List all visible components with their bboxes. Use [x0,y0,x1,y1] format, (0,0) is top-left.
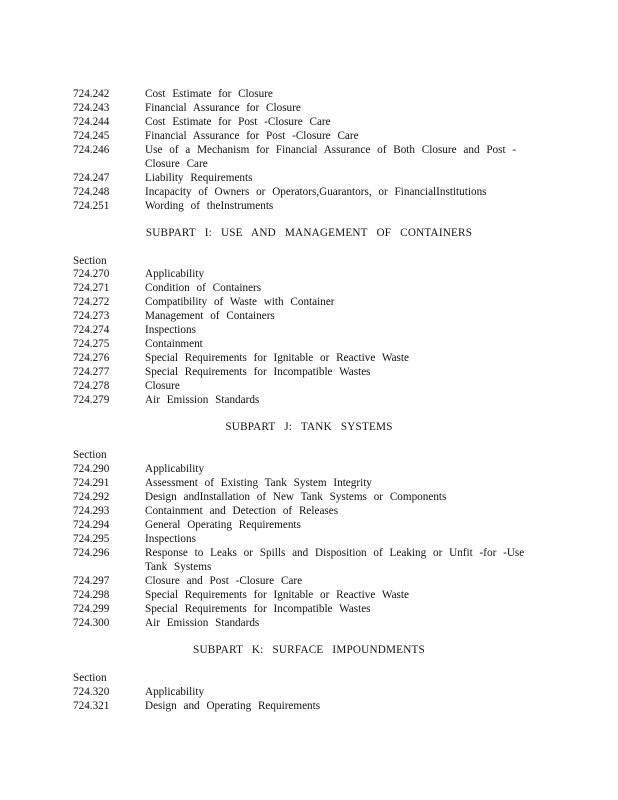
list-item [73,129,533,143]
section-number: 724.246 [73,144,110,156]
section-number: 724.247 [73,172,110,184]
section-number: 724.276 [73,352,110,364]
section-number: 724.270 [73,268,110,280]
section-number: 724.295 [73,533,110,545]
section-number: 724.271 [73,282,110,294]
list-item [73,699,533,713]
list-item [73,379,533,393]
list-item [73,532,533,546]
list-item [73,87,533,101]
section-title: General Operating Requirements [145,519,301,531]
list-item [73,309,533,323]
list-item [73,171,533,185]
list-item [73,267,533,281]
list-item [73,143,533,171]
subpart-i-heading: SUBPART I: USE AND MANAGEMENT OF CONTAINERS [145,227,473,239]
section-title: Liability Requirements [145,172,253,184]
section-number: 724.245 [73,130,110,142]
section-label: Section [73,672,107,684]
section-number: 724.248 [73,186,110,198]
section-title: Special Requirements for Ignitable or Reactive Waste [145,352,409,364]
list-item [73,490,533,504]
section-number: 724.298 [73,589,110,601]
section-title: Financial Assurance for Closure [145,102,301,114]
section-title: Closure and Post -Closure Care [145,575,303,587]
list-item [73,295,533,309]
list-item [73,185,533,199]
section-number: 724.275 [73,338,110,350]
list-item [73,351,533,365]
section-number: 724.277 [73,366,110,378]
list-item [73,323,533,337]
section-label: Section [73,449,107,461]
list-item [73,574,533,588]
section-title: Design and Operating Requirements [145,700,321,712]
list-item [73,115,533,129]
list-item [73,504,533,518]
section-title: Incapacity of Owners or Operators,Guarantors, or FinancialInstitutions [145,186,487,198]
section-number: 724.299 [73,603,110,615]
section-number: 724.300 [73,617,110,629]
section-title: Assessment of Existing Tank System Integrity [145,477,372,489]
list-item [73,616,533,630]
section-title: Cost Estimate for Closure [145,88,273,100]
list-item [73,476,533,490]
section-number: 724.293 [73,505,110,517]
list-item [73,393,533,407]
section-number: 724.274 [73,324,110,336]
section-title: Special Requirements for Incompatible Wastes [145,603,371,615]
section-title: Air Emission Standards [145,394,260,406]
section-title: Condition of Containers [145,282,262,294]
subpart-k-list [73,685,533,713]
section-title: Inspections [145,533,196,545]
section-number: 724.321 [73,700,110,712]
section-number: 724.292 [73,491,110,503]
section-list-continued [73,87,533,213]
subpart-j-heading: SUBPART J: TANK SYSTEMS [225,421,393,433]
section-number: 724.273 [73,310,110,322]
section-number: 724.290 [73,463,110,475]
list-item [73,281,533,295]
section-title: Response to Leaks or Spills and Disposition of Leaking or Unfit -for -Use Tank Systems [145,547,525,573]
section-number: 724.294 [73,519,110,531]
section-number: 724.278 [73,380,110,392]
list-item [73,546,533,574]
section-title: Cost Estimate for Post -Closure Care [145,116,331,128]
section-title: Compatibility of Waste with Container [145,296,335,308]
section-number: 724.244 [73,116,110,128]
section-number: 724.296 [73,547,110,559]
section-label: Section [73,255,107,267]
section-number: 724.297 [73,575,110,587]
list-item [73,365,533,379]
section-number: 724.242 [73,88,110,100]
list-item [73,462,533,476]
section-number: 724.320 [73,686,110,698]
section-title: Containment and Detection of Releases [145,505,339,517]
section-title: Applicability [145,686,205,698]
section-title: Special Requirements for Incompatible Wastes [145,366,371,378]
section-number: 724.243 [73,102,110,114]
list-item [73,199,533,213]
subpart-i-list [73,267,533,407]
section-title: Air Emission Standards [145,617,260,629]
section-title: Financial Assurance for Post -Closure Care [145,130,359,142]
subpart-k-heading: SUBPART K: SURFACE IMPOUNDMENTS [193,644,425,656]
section-title: Wording of theInstruments [145,200,274,212]
section-title: Containment [145,338,203,350]
list-item [73,602,533,616]
section-number: 724.251 [73,200,110,212]
section-title: Design andInstallation of New Tank Systems or Components [145,491,447,503]
list-item [73,518,533,532]
section-title: Use of a Mechanism for Financial Assurance of Both Closure and Post -Closure Care [145,144,517,170]
list-item [73,101,533,115]
section-title: Applicability [145,463,205,475]
section-number: 724.291 [73,477,110,489]
section-title: Inspections [145,324,196,336]
list-item [73,337,533,351]
section-title: Applicability [145,268,205,280]
subpart-j-list [73,462,533,630]
section-title: Closure [145,380,180,392]
list-item [73,588,533,602]
section-title: Special Requirements for Ignitable or Reactive Waste [145,589,409,601]
section-title: Management of Containers [145,310,275,322]
section-number: 724.279 [73,394,110,406]
list-item [73,685,533,699]
section-number: 724.272 [73,296,110,308]
